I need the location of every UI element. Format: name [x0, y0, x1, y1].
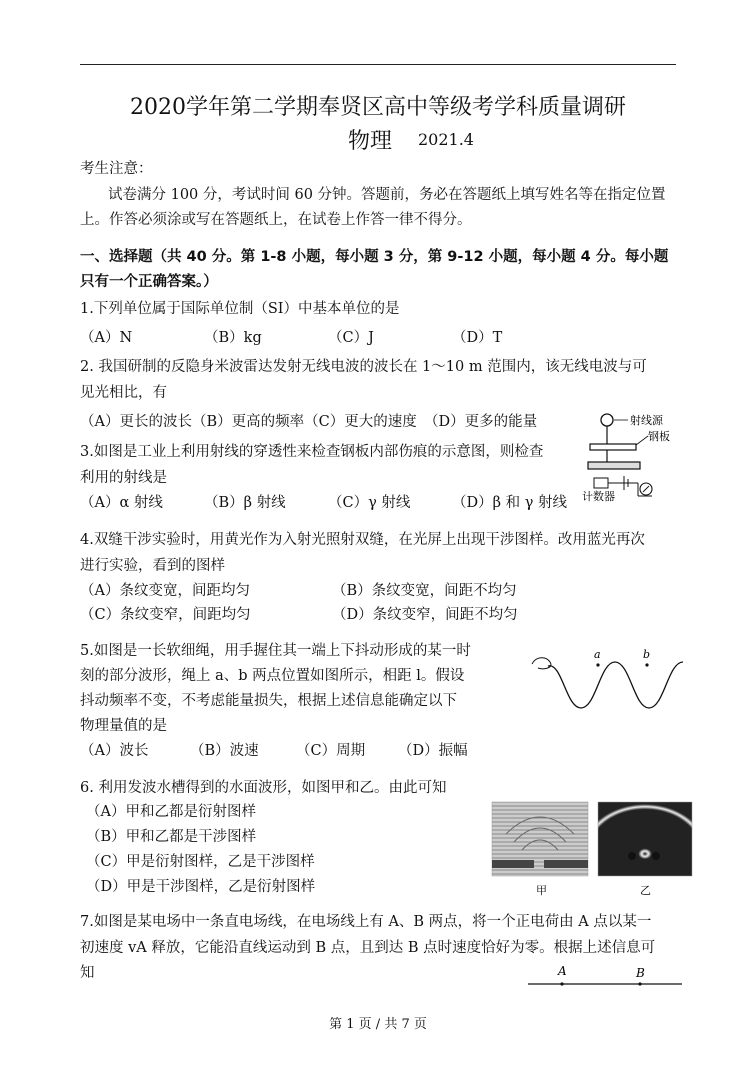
q1-stem: 1.下列单位属于国际单位制（SI）中基本单位的是 [80, 301, 400, 317]
q5-line-4: 物理量值的是 [80, 718, 167, 734]
q3-option-d: （D）β 和 γ 射线 [452, 495, 568, 511]
q4-option-b: （B）条纹变宽，间距不均匀 [332, 583, 517, 599]
q5-line-1: 5.如图是一长软细绳，用手握住其一端上下抖动形成的某一时 [80, 643, 471, 659]
q3-figure [584, 406, 684, 506]
q5-wave-figure [524, 644, 684, 720]
q5-label-a: a [594, 648, 601, 661]
q7-stem-line-2: 初速度 vA 释放，它能沿直线运动到 B 点，且到达 B 点时速度恰好为零。根据上述信息可 [80, 940, 656, 956]
q2-options: （A）更长的波长（B）更高的频率（C）更大的速度 （D）更多的能量 [80, 414, 538, 430]
rope-wave [548, 662, 683, 708]
q1-option-c: （C）J [328, 330, 374, 346]
q3-stem-line-1: 3.如图是工业上利用射线的穿透性来检查钢板内部伤痕的示意图，则检查 [80, 444, 544, 460]
q3-plate-label: 钢板 [648, 430, 670, 443]
page-footer: 第 1 页 / 共 7 页 [329, 1017, 427, 1032]
q6-stem: 6. 利用发波水槽得到的水面波形，如图甲和乙。由此可知 [80, 780, 447, 796]
q7-stem-line-3: 知 [80, 965, 95, 981]
q7-label-b: B [636, 966, 645, 980]
q4-option-a: （A）条纹变宽，间距均匀 [80, 583, 250, 599]
q2-stem-line-1: 2. 我国研制的反隐身米波雷达发射无线电波的波长在 1～10 m 范围内，该无线电波与可 [80, 359, 647, 375]
q4-option-c: （C）条纹变窄，间距均匀 [80, 607, 251, 623]
q6-label-jia: 甲 [536, 884, 547, 897]
q5-line-3: 抖动频率不变，不考虑能量损失，根据上述信息能确定以下 [80, 693, 457, 709]
q6-option-d: （D）甲是干涉图样，乙是衍射图样 [86, 879, 316, 895]
exam-date: 2021.4 [418, 130, 474, 149]
subject-title: 物理 [348, 129, 393, 154]
q3-stem-line-2: 利用的射线是 [80, 470, 167, 486]
q1-option-b: （B）kg [204, 330, 262, 346]
detector-bar [588, 462, 640, 469]
q6-label-yi: 乙 [640, 884, 651, 897]
q3-source-label: 射线源 [630, 414, 663, 427]
q2-stem-line-2: 见光相比，有 [80, 385, 167, 401]
q5-line-2: 刻的部分波形，绳上 a、b 两点位置如图所示，相距 l。假设 [80, 668, 465, 684]
q7-field-line-figure [526, 962, 686, 992]
notice-line-1: 试卷满分 100 分，考试时间 60 分钟。答题前，务必在答题纸上填写姓名等在指定位置 [108, 187, 666, 203]
q5-option-c: （C）周期 [296, 743, 366, 759]
q5-option-b: （B）波速 [190, 743, 259, 759]
exam-title: 2020学年第二学期奉贤区高中等级考学科质量调研 [130, 95, 626, 120]
section-heading-line-2: 只有一个正确答案。） [80, 274, 218, 290]
point-b [645, 663, 648, 666]
q3-counter-label: 计数器 [582, 490, 615, 503]
hand-icon [532, 658, 551, 669]
steel-plate [590, 444, 636, 450]
q6-option-c: （C）甲是衍射图样，乙是干涉图样 [86, 854, 315, 870]
notice-line-2: 上。作答必须涂或写在答题纸上，在试卷上作答一律不得分。 [80, 212, 472, 228]
point-b [638, 982, 641, 985]
q7-stem-line-1: 7.如图是某电场中一条直电场线，在电场线上有 A、B 两点，将一个正电荷由 A 点以某一 [80, 914, 652, 930]
q6-figures [492, 800, 692, 900]
q5-option-d: （D）振幅 [398, 743, 468, 759]
counter-box [594, 478, 608, 488]
point-a [596, 663, 599, 666]
q4-stem-line-1: 4.双缝干涉实验时，用黄光作为入射光照射双缝，在光屏上出现干涉图样。改用蓝光再次 [80, 532, 645, 548]
q3-option-c: （C）γ 射线 [328, 495, 411, 511]
q6-option-a: （A）甲和乙都是衍射图样 [86, 804, 256, 820]
q6-option-b: （B）甲和乙都是干涉图样 [86, 829, 257, 845]
q1-option-d: （D）T [452, 330, 503, 346]
q5-label-b: b [643, 648, 651, 661]
point-a [560, 982, 563, 985]
q7-label-a: A [558, 964, 567, 978]
header-rule [80, 64, 676, 65]
q3-option-a: （A）α 射线 [80, 495, 163, 511]
q1-option-a: （A）N [80, 330, 133, 346]
diffraction-image [492, 802, 588, 876]
notice-heading: 考生注意： [80, 161, 153, 177]
q4-stem-line-2: 进行实验，看到的图样 [80, 558, 225, 574]
radiation-source-icon [601, 414, 613, 426]
q5-option-a: （A）波长 [80, 743, 149, 759]
interference-image [598, 802, 692, 876]
q3-option-b: （B）β 射线 [204, 495, 286, 511]
section-heading-line-1: 一、选择题（共 40 分。第 1-8 小题，每小题 3 分，第 9-12 小题，每小题 4 分。每小题 [80, 249, 669, 265]
q4-option-d: （D）条纹变窄，间距不均匀 [332, 607, 518, 623]
